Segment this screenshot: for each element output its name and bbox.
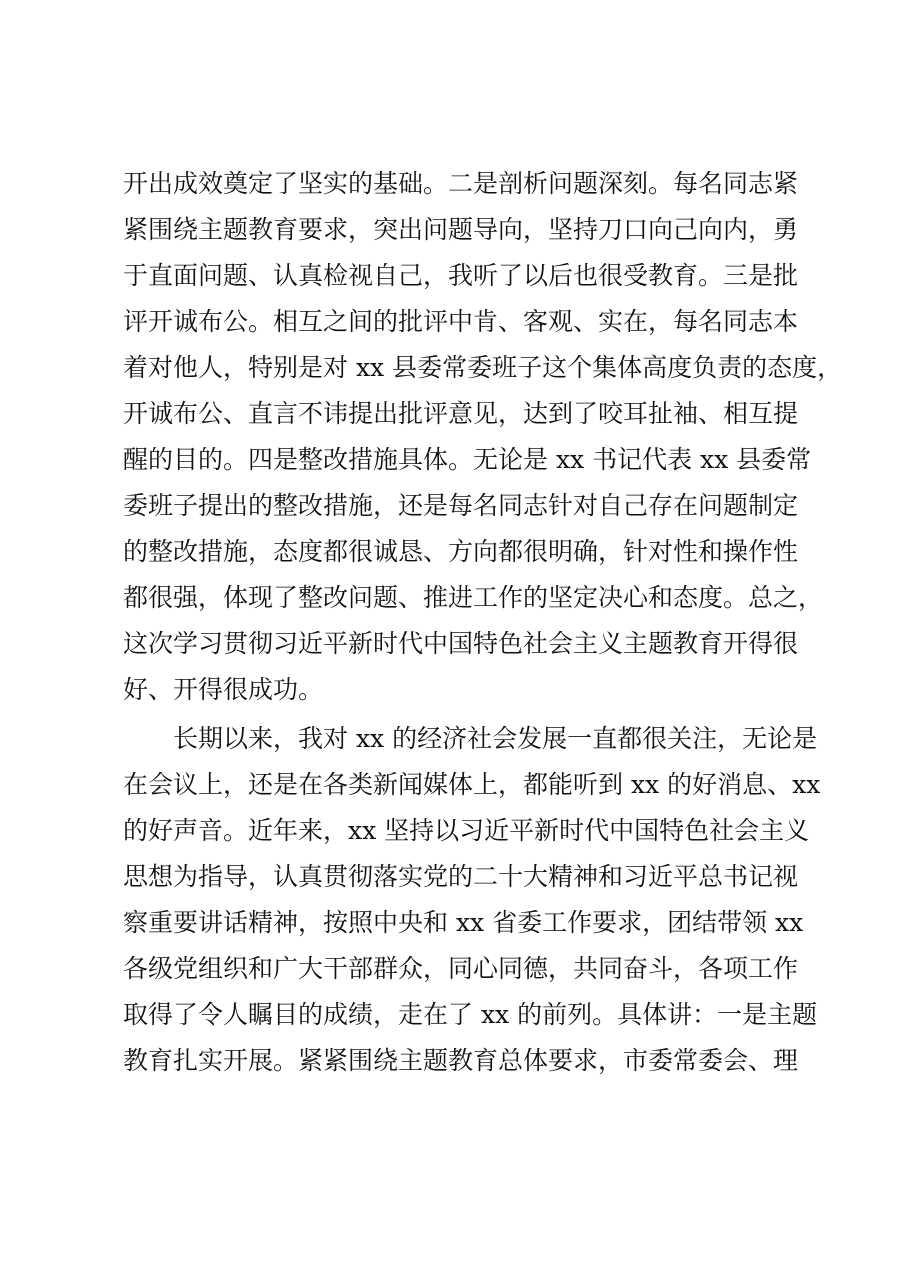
paragraph-1-line-11: 这次学习贯彻习近平新时代中国特色社会主义主题教育开得很	[123, 629, 799, 658]
paragraph-1-line-3: 于直面问题、认真检视自己，我听了以后也很受教育。三是批	[123, 261, 799, 290]
paragraph-2-line-6: 各级党组织和广大干部群众，同心同德，共同奋斗，各项工作	[123, 954, 799, 983]
paragraph-1-line-2: 紧围绕主题教育要求，突出问题导向，坚持刀口向己向内，勇	[123, 215, 799, 244]
paragraph-1-line-7: 醒的目的。四是整改措施具体。无论是 xx 书记代表 xx 县委常	[123, 445, 812, 474]
paragraph-1-line-9: 的整改措施，态度都很诚恳、方向都很明确，针对性和操作性	[123, 537, 799, 566]
paragraph-2-line-3: 的好声音。近年来，xx 坚持以习近平新时代中国特色社会主义	[123, 816, 810, 845]
paragraph-1-line-8: 委班子提出的整改措施，还是每名同志针对自己存在问题制定	[123, 491, 799, 520]
paragraph-2-line-7: 取得了令人瞩目的成绩，走在了 xx 的前列。具体讲：一是主题	[123, 1000, 818, 1029]
paragraph-2-line-8: 教育扎实开展。紧紧围绕主题教育总体要求，市委常委会、理	[123, 1046, 799, 1075]
paragraph-1-line-10: 都很强，体现了整改问题、推进工作的坚定决心和态度。总之，	[123, 583, 824, 612]
paragraph-2-line-4: 思想为指导，认真贯彻落实党的二十大精神和习近平总书记视	[123, 862, 799, 891]
paragraph-1-line-4: 评开诚布公。相互之间的批评中肯、客观、实在，每名同志本	[123, 307, 799, 336]
paragraph-2-line-2: 在会议上，还是在各类新闻媒体上，都能听到 xx 的好消息、xx	[123, 770, 821, 799]
paragraph-1-line-1: 开出成效奠定了坚实的基础。二是剖析问题深刻。每名同志紧	[123, 169, 799, 198]
paragraph-2-line-5: 察重要讲话精神，按照中央和 xx 省委工作要求，团结带领 xx	[123, 908, 804, 937]
paragraph-1-line-12: 好、开得很成功。	[123, 675, 324, 704]
paragraph-1-line-5: 着对他人，特别是对 xx 县委常委班子这个集体高度负责的态度，	[123, 353, 843, 382]
paragraph-2-line-1: 长期以来，我对 xx 的经济社会发展一直都很关注，无论是	[173, 724, 818, 753]
paragraph-1-line-6: 开诚布公、直言不讳提出批评意见，达到了咬耳扯袖、相互提	[123, 399, 799, 428]
